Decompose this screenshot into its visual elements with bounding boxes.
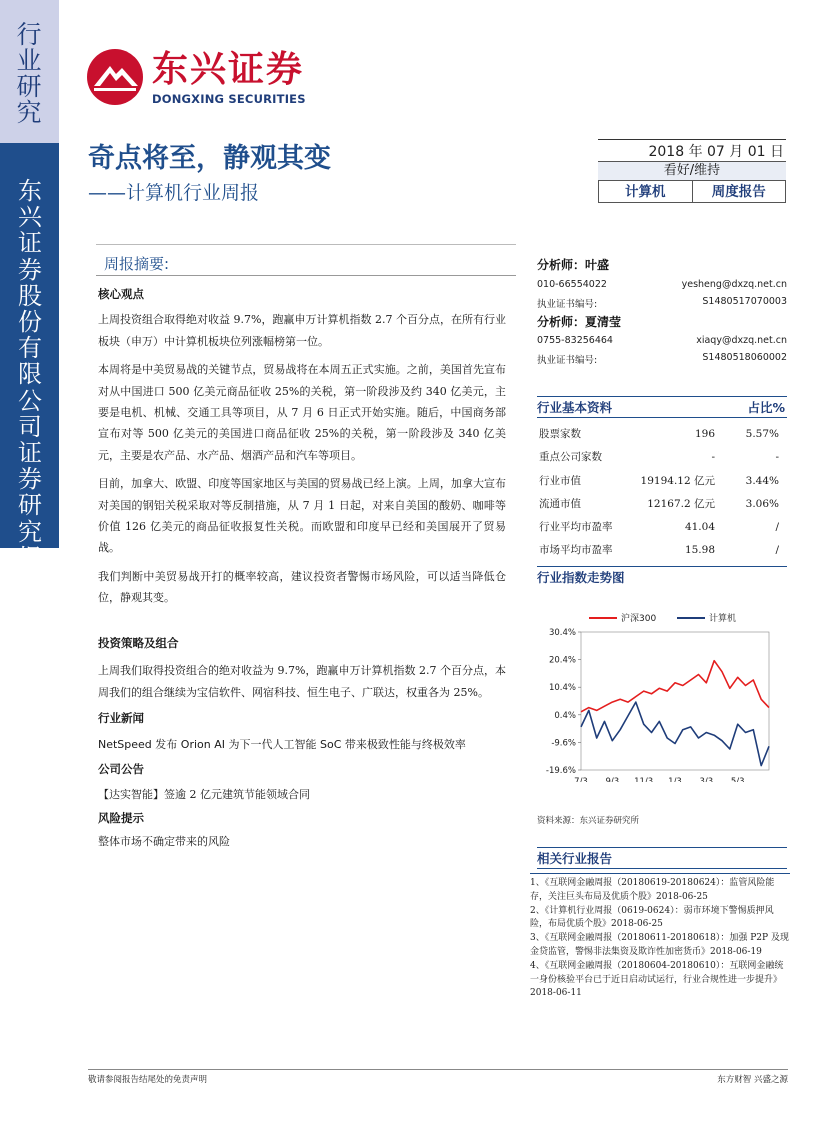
page-footer bbox=[88, 1069, 788, 1085]
industry-table-title: 行业基本资料 bbox=[537, 400, 613, 415]
y-tick-label: 30.4% bbox=[548, 628, 576, 638]
core-paragraph: 上周投资组合取得绝对收益 9.7%，跑赢申万计算机指数 2.7 个百分点，在所有行业板块（申万）中计算机板块位列涨幅榜第一位。 bbox=[98, 313, 506, 348]
y-tick-label: 0.4% bbox=[554, 710, 576, 721]
analyst-phone: 0755-83256464 bbox=[537, 335, 613, 346]
industry-table-heading bbox=[537, 396, 787, 418]
report-meta-box bbox=[598, 139, 786, 203]
summary-heading: 周报摘要: bbox=[104, 255, 170, 273]
analyst-cert-label: 执业证书编号: bbox=[537, 299, 598, 310]
cell-label: 流通市值 bbox=[539, 497, 581, 510]
trend-chart bbox=[537, 600, 787, 782]
core-paragraph: 目前，加拿大、欧盟、印度等国家地区与美国的贸易战已经上演。上周，加拿大宣布对美国的钢铝关税采取对等反制措施，从 7 月 1 日起，对来自美国的酸奶、咖啡等价值 126 亿美元的商品征收报复性关税。而欧盟和印度早已经和美国展开了贸易战。 bbox=[98, 477, 506, 555]
industry-table-ratio-header: 占比% bbox=[747, 400, 785, 415]
cell-label: 股票家数 bbox=[539, 428, 581, 440]
cell-label: 重点公司家数 bbox=[539, 451, 602, 464]
legend-label: 沪深300 bbox=[621, 614, 657, 624]
table-row bbox=[537, 493, 787, 516]
cell-ratio: / bbox=[775, 521, 779, 534]
tag-report-type: 周度报告 bbox=[692, 181, 787, 202]
table-row bbox=[537, 423, 787, 446]
strategy-section bbox=[98, 633, 506, 853]
cell-ratio: - bbox=[775, 451, 779, 464]
x-tick-label: 3/3 bbox=[699, 777, 714, 782]
cell-ratio: 5.57% bbox=[745, 428, 779, 440]
related-reports-heading bbox=[537, 847, 787, 869]
cell-label: 行业市值 bbox=[539, 474, 581, 487]
series-line-computer bbox=[581, 702, 769, 766]
announce-heading: 公司公告 bbox=[98, 762, 144, 777]
y-tick-label: 10.4% bbox=[548, 683, 576, 694]
x-tick-label: 9/3 bbox=[605, 777, 620, 782]
analyst-email[interactable]: yesheng@dxzq.net.cn bbox=[681, 279, 787, 290]
x-tick-label: 11/3 bbox=[634, 777, 654, 782]
analyst-cert: S1480517070003 bbox=[702, 296, 787, 307]
cell-value: 19194.12 亿元 bbox=[640, 474, 715, 487]
sidebar-category: 行业研究 bbox=[16, 20, 42, 127]
core-view-heading: 核心观点 bbox=[98, 287, 144, 301]
report-title: 奇点将至，静观其变 bbox=[88, 143, 331, 174]
dongxing-logo-icon bbox=[86, 48, 144, 106]
analyst-cert: S1480518060002 bbox=[702, 352, 787, 363]
cell-value: 12167.2 亿元 bbox=[647, 497, 715, 510]
news-heading: 行业新闻 bbox=[98, 711, 144, 726]
plot-frame bbox=[581, 632, 769, 770]
footer-slogan: 东方财智 兴盛之源 bbox=[717, 1075, 788, 1085]
report-tags bbox=[598, 181, 786, 203]
series-line-hs300 bbox=[581, 661, 769, 712]
trend-chart-title: 行业指数走势图 bbox=[537, 570, 625, 585]
analyst-name: 分析师：叶盛 bbox=[537, 258, 610, 272]
analyst-cert-label: 执业证书编号: bbox=[537, 355, 598, 366]
list-item[interactable]: 1、《互联网金融周报（20180619-20180624）：监管风险能存，关注巨头布局及优质个股》2018-06-25 bbox=[530, 878, 775, 902]
y-tick-label: 20.4% bbox=[548, 655, 576, 666]
list-item[interactable]: 2、《计算机行业周报（0619-0624）：弱市环境下警惕质押风险，布局优质个股》2018-06-25 bbox=[530, 905, 774, 930]
legend-label: 计算机 bbox=[709, 614, 737, 624]
industry-table bbox=[537, 423, 787, 563]
risk-text: 整体市场不确定带来的风险 bbox=[98, 835, 230, 849]
list-item[interactable]: 3、《互联网金融周报（20180611-20180618）：加强 P2P 及现金贷监管，警惕非法集资及欺诈性加密货币》2018-06-19 bbox=[530, 933, 789, 957]
cell-ratio: 3.06% bbox=[745, 497, 779, 510]
y-tick-label: -19.6% bbox=[545, 766, 576, 776]
cell-value: 196 bbox=[694, 428, 715, 440]
trend-chart-svg bbox=[537, 600, 787, 782]
strategy-heading: 投资策略及组合 bbox=[98, 636, 179, 650]
cell-label: 行业平均市盈率 bbox=[539, 521, 613, 534]
x-tick-label: 5/3 bbox=[730, 777, 745, 782]
cell-ratio: / bbox=[775, 544, 779, 557]
y-tick-label: -9.6% bbox=[551, 738, 576, 749]
report-date: 2018 年 07 月 01 日 bbox=[648, 144, 784, 160]
sidebar-company-report: 东兴证券股份有限公司证券研究报告 bbox=[18, 177, 42, 599]
related-reports-title: 相关行业报告 bbox=[537, 851, 613, 866]
cell-value: 15.98 bbox=[684, 544, 715, 557]
strategy-text: 上周我们取得投资组合的绝对收益为 9.7%，跑赢申万计算机指数 2.7 个百分点，本周我们的组合继续为宝信软件、网宿科技、恒生电子、广联达，权重各为 25%。 bbox=[98, 664, 506, 699]
cell-value: 41.04 bbox=[684, 521, 715, 534]
logo-english-name: DONGXING SECURITIES bbox=[152, 92, 306, 106]
logo-chinese-name: 东兴证券 bbox=[152, 49, 305, 90]
cell-value: - bbox=[711, 451, 715, 464]
core-paragraph: 我们判断中美贸易战开打的概率较高，建议投资者警惕市场风险，可以适当降低仓位，静观其变。 bbox=[98, 569, 506, 605]
x-tick-label: 1/3 bbox=[668, 777, 682, 782]
list-item[interactable]: 4、《互联网金融周报（20180604-20180610）：互联网金融统一身份核验平台已于近日启动试运行，行业合规性进一步提升》2018-06-11 bbox=[530, 960, 784, 999]
cell-label: 市场平均市盈率 bbox=[539, 544, 613, 557]
table-row bbox=[537, 470, 787, 493]
announce-text: 【达实智能】签逾 2 亿元建筑节能领域合同 bbox=[98, 788, 310, 802]
core-view-section bbox=[98, 284, 506, 609]
tag-industry: 计算机 bbox=[598, 181, 692, 202]
report-subtitle: ——计算机行业周报 bbox=[88, 182, 260, 204]
trend-chart-heading bbox=[537, 566, 787, 588]
analyst-name: 分析师：夏清莹 bbox=[537, 315, 622, 329]
cell-ratio: 3.44% bbox=[745, 474, 779, 487]
analyst-phone: 010-66554022 bbox=[537, 279, 607, 290]
table-row bbox=[537, 516, 787, 539]
x-tick-label: 7/3 bbox=[574, 777, 588, 782]
sidebar-company-band bbox=[0, 143, 59, 599]
footer-disclaimer: 敬请参阅报告结尾处的免责声明 bbox=[88, 1075, 208, 1085]
core-paragraph: 本周将是中美贸易战的关键节点，贸易战将在本周五正式实施。之前，美国首先宣布对从中国进口 500 亿美元商品征收 25%的关税，第一阶段涉及约 340 亿美元，主要是电机、机械、交通工具等项目，从 7 月 6 日正式开始实施。随后，中国商务部宣布对等 500 亿美元的美国进口商品征收 25%的关税，第一阶段涉及 340 亿美元，主要是农产品、水产品、烟酒产品和汽车等项目。 bbox=[98, 363, 506, 462]
rating-badge: 看好/维持 bbox=[598, 161, 786, 181]
table-row bbox=[537, 446, 787, 469]
risk-heading: 风险提示 bbox=[98, 810, 144, 825]
analyst-email[interactable]: xiaqy@dxzq.net.cn bbox=[696, 335, 787, 346]
table-row bbox=[537, 539, 787, 562]
sidebar-category-band bbox=[0, 0, 59, 143]
chart-source-note: 资料来源：东兴证券研究所 bbox=[537, 816, 640, 826]
related-reports-list bbox=[530, 873, 790, 1001]
news-text: NetSpeed 发布 Orion AI 为下一代人工智能 SoC 带来极致性能与终极效率 bbox=[98, 737, 466, 751]
summary-header bbox=[96, 244, 516, 276]
